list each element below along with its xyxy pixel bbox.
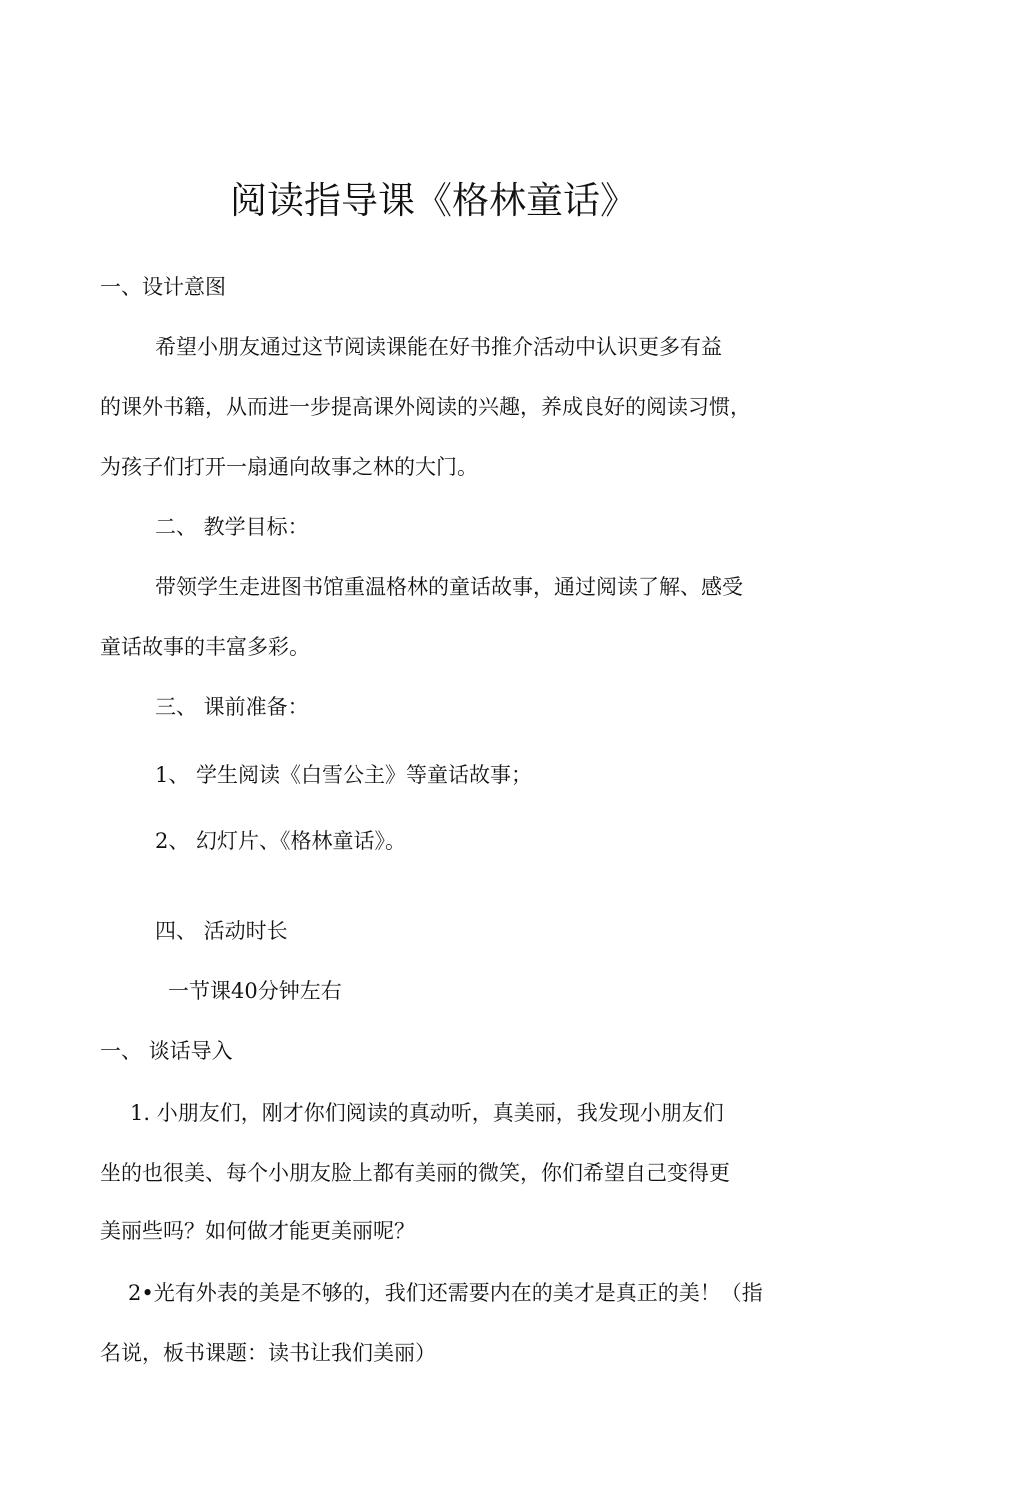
section-heading-duration: 四、 活动时长: [155, 919, 288, 943]
paragraph-line: 一节课40分钟左右: [168, 979, 342, 1003]
section-heading-design-intent: 一、设计意图: [100, 275, 226, 299]
document-title: 阅读指导课《格林童话》: [230, 179, 637, 222]
paragraph-line: 2•光有外表的美是不够的，我们还需要内在的美才是真正的美！（指: [128, 1281, 763, 1305]
paragraph-line: 希望小朋友通过这节阅读课能在好书推介活动中认识更多有益: [155, 335, 722, 359]
section-heading-preparation: 三、 课前准备：: [155, 695, 309, 719]
paragraph-line: 童话故事的丰富多彩。: [100, 635, 310, 659]
paragraph-line: 为孩子们打开一扇通向故事之林的大门。: [100, 455, 478, 479]
paragraph-line: 坐的也很美、每个小朋友脸上都有美丽的微笑，你们希望自己变得更: [100, 1161, 730, 1185]
section-heading-teaching-goals: 二、 教学目标：: [155, 515, 309, 539]
paragraph-line: 带领学生走进图书馆重温格林的童话故事，通过阅读了解、感受: [155, 575, 743, 599]
paragraph-line: 名说，板书课题：读书让我们美丽）: [100, 1341, 436, 1365]
paragraph-line: 的课外书籍，从而进一步提高课外阅读的兴趣，养成良好的阅读习惯，: [100, 395, 751, 419]
paragraph-line: 1. 小朋友们，刚才你们阅读的真动听，真美丽，我发现小朋友们: [130, 1101, 724, 1125]
list-item: 2、 幻灯片、《格林童话》。: [155, 829, 407, 853]
section-heading-intro-talk: 一、 谈话导入: [100, 1039, 233, 1063]
list-item: 1、 学生阅读《白雪公主》等童话故事；: [155, 763, 533, 787]
paragraph-line: 美丽些吗？如何做才能更美丽呢？: [100, 1219, 415, 1243]
